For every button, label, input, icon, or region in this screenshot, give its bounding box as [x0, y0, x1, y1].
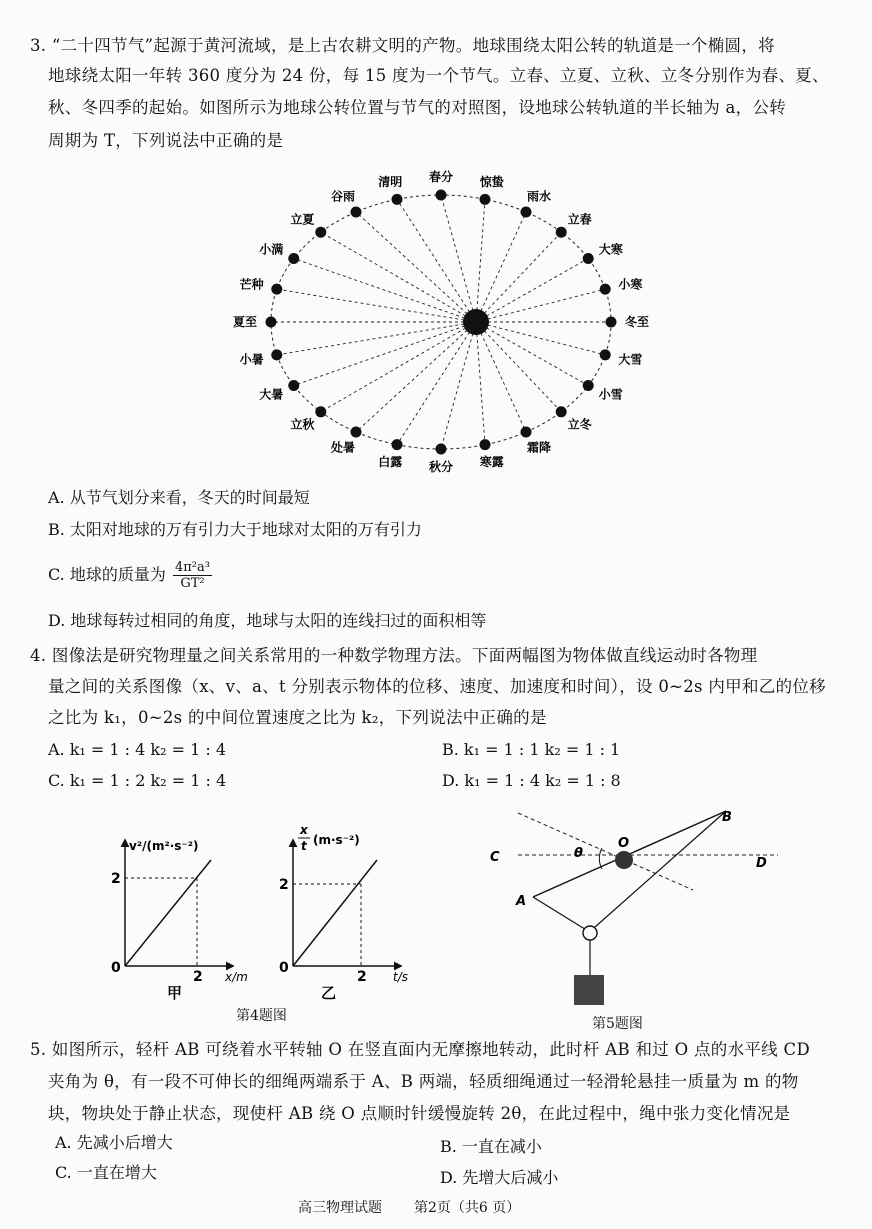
earth-position-dot: [392, 439, 403, 450]
jia-xtick: 2: [193, 969, 203, 985]
radial-line: [476, 322, 561, 412]
yi-ytick: 2: [279, 877, 289, 893]
q3-line-1: 3. “二十四节气”起源于黄河流域，是上古农耕文明的产物。地球围绕太阳公转的轨道是一个椭圆，将: [30, 36, 775, 55]
q3-option-c-prefix: C. 地球的质量为: [48, 565, 166, 584]
fraction-denominator: GT²: [180, 576, 205, 591]
radial-line: [294, 259, 476, 323]
term-label: 处暑: [330, 440, 356, 455]
earth-position-dot: [556, 227, 567, 238]
q3-line-3: 秋、冬四季的起始。如图所示为地球公转位置与节气的对照图，设地球公转轨道的半长轴为 a，公转: [48, 98, 787, 117]
radial-line: [321, 232, 476, 322]
q3-line-4: 周期为 T，下列说法中正确的是: [48, 131, 284, 150]
label-d: D: [756, 856, 767, 871]
rope-left: [533, 897, 588, 931]
earth-position-dot: [600, 284, 611, 295]
term-label: 雨水: [526, 189, 552, 204]
q4-option-d: D. k₁ = 1 : 4 k₂ = 1 : 8: [442, 771, 621, 790]
block: [574, 975, 604, 1005]
pulley: [583, 926, 597, 940]
radial-line: [277, 322, 476, 355]
radial-line: [476, 322, 605, 355]
q4-line-3: 之比为 k₁，0~2s 的中间位置速度之比为 k₂，下列说法中正确的是: [48, 708, 547, 727]
rod-extension-dashed: [518, 813, 693, 890]
q4-option-c: C. k₁ = 1 : 2 k₂ = 1 : 4: [48, 771, 227, 790]
term-label: 小满: [259, 242, 284, 257]
term-label: 白露: [378, 455, 403, 470]
radial-line: [476, 212, 526, 322]
q5-option-d: D. 先增大后减小: [440, 1168, 559, 1187]
q5-line-2: 夹角为 θ，有一段不可伸长的细绳两端系于 A、B 两端，轻质细绳通过一轻滑轮悬挂一质量为 m 的物: [48, 1072, 799, 1091]
term-label: 谷雨: [330, 189, 356, 204]
earth-position-dot: [436, 190, 447, 201]
q4-line-1: 4. 图像法是研究物理量之间关系常用的一种数学物理方法。下面两幅图为物体做直线运动时各物理: [30, 646, 758, 665]
earth-position-dot: [271, 349, 282, 360]
rope-right: [595, 811, 726, 927]
term-label: 小寒: [618, 277, 643, 292]
footer-subject: 高三物理试题: [298, 1200, 382, 1216]
earth-position-dot: [351, 426, 362, 437]
label-c: C: [490, 850, 500, 865]
q4-option-a: A. k₁ = 1 : 4 k₂ = 1 : 4: [48, 740, 227, 759]
term-label: 大雪: [618, 352, 643, 367]
q4-line-2: 量之间的关系图像（x、v、a、t 分别表示物体的位移、速度、加速度和时间），设 0~2s 内甲和乙的位移: [48, 677, 826, 696]
q5-line-3: 块，物块处于静止状态，现使杆 AB 绕 O 点顺时针缓慢旋转 2θ，在此过程中，绳中张力变化情况是: [48, 1104, 791, 1123]
earth-position-dot: [288, 253, 299, 264]
radial-line: [476, 232, 561, 322]
q3-option-a: A. 从节气划分来看，冬天的时间最短: [48, 488, 310, 507]
earth-position-dot: [436, 444, 447, 455]
earth-position-dot: [521, 426, 532, 437]
jia-ytick: 2: [111, 871, 121, 887]
q5-option-b: B. 一直在减小: [440, 1137, 542, 1156]
radial-line: [277, 289, 476, 322]
earth-position-dot: [271, 284, 282, 295]
yi-xlabel: t/s: [393, 970, 408, 984]
mass-fraction: [173, 560, 212, 591]
radial-line: [321, 322, 476, 412]
radial-line: [441, 322, 476, 449]
earth-position-dot: [392, 194, 403, 205]
footer-page: 第2页（共6 页）: [414, 1200, 521, 1216]
jia-line: [125, 860, 211, 966]
q3-option-b: B. 太阳对地球的万有引力大于地球对太阳的万有引力: [48, 520, 422, 539]
jia-ylabel: v²/(m²·s⁻²): [129, 839, 199, 853]
term-label: 冬至: [624, 315, 650, 329]
label-theta: θ: [574, 846, 583, 861]
term-label: 立冬: [567, 417, 592, 432]
q5-figure: [478, 805, 798, 1010]
radial-line: [476, 199, 485, 322]
earth-position-dot: [583, 380, 594, 391]
yi-ylabel-num: x: [300, 823, 308, 837]
term-label: 大暑: [259, 387, 284, 402]
axis-o: [615, 851, 633, 869]
earth-position-dot: [288, 380, 299, 391]
label-b: B: [722, 810, 732, 825]
yi-name: 乙: [321, 984, 337, 1002]
term-label: 霜降: [526, 440, 552, 455]
term-label: 秋分: [428, 460, 454, 474]
radial-line: [476, 259, 588, 323]
earth-position-dot: [600, 349, 611, 360]
jia-origin: 0: [111, 960, 121, 976]
fraction-numerator: 4π²a³: [174, 560, 210, 575]
q4-caption: 第4题图: [236, 1008, 287, 1024]
term-label: 小暑: [239, 352, 264, 367]
label-a: A: [516, 894, 527, 909]
term-label: 立夏: [290, 212, 315, 227]
term-label: 芒种: [239, 277, 264, 292]
radial-line: [441, 195, 476, 322]
earth-position-dot: [479, 194, 490, 205]
term-label: 大寒: [598, 242, 623, 257]
q5-option-c: C. 一直在增大: [55, 1163, 157, 1182]
term-label: 小雪: [598, 387, 623, 402]
term-label: 寒露: [479, 455, 504, 470]
yi-ylabel-den: t: [301, 839, 307, 853]
earth-position-dot: [556, 406, 567, 417]
yi-ylabel-unit: (m·s⁻²): [313, 833, 360, 847]
earth-position-dot: [479, 439, 490, 450]
radial-line: [476, 322, 485, 445]
earth-position-dot: [315, 406, 326, 417]
earth-position-dot: [266, 317, 277, 328]
jia-name: 甲: [167, 984, 183, 1002]
yi-line: [293, 860, 377, 966]
q5-line-1: 5. 如图所示，轻杆 AB 可绕着水平转轴 O 在竖直面内无摩擦地转动，此时杆 AB 和过 O 点的水平线 CD: [30, 1040, 810, 1059]
earth-position-dot: [521, 207, 532, 218]
jia-xlabel: x/m: [225, 970, 248, 984]
term-label: 立秋: [290, 417, 315, 432]
radial-line: [476, 289, 605, 322]
label-o: O: [618, 836, 630, 851]
term-label: 立春: [567, 212, 592, 227]
q4-option-b: B. k₁ = 1 : 1 k₂ = 1 : 1: [442, 740, 621, 759]
yi-xtick: 2: [357, 969, 367, 985]
graph-yi: [273, 818, 433, 1002]
sun: [463, 309, 489, 335]
q3-line-2: 地球绕太阳一年转 360 度分为 24 份，每 15 度为一个节气。立春、立夏、立秋、立冬分别作为春、夏、: [48, 66, 829, 85]
earth-position-dot: [351, 207, 362, 218]
earth-position-dot: [583, 253, 594, 264]
earth-position-dot: [315, 227, 326, 238]
q3-option-d: D. 地球每转过相同的角度，地球与太阳的连线扫过的面积相等: [48, 611, 487, 630]
q5-caption: 第5题图: [592, 1016, 643, 1032]
radial-line: [476, 322, 526, 432]
graph-jia: [105, 828, 265, 1002]
term-label: 清明: [378, 174, 403, 189]
earth-position-dot: [606, 317, 617, 328]
q5-option-a: A. 先减小后增大: [55, 1133, 173, 1152]
radial-line: [294, 322, 476, 386]
q3-option-c: [48, 560, 212, 591]
term-label: 春分: [428, 170, 454, 184]
yi-origin: 0: [279, 960, 289, 976]
radial-line: [476, 322, 588, 386]
term-label: 惊蛰: [479, 174, 504, 189]
orbit-diagram: [232, 165, 660, 475]
term-label: 夏至: [232, 315, 258, 329]
